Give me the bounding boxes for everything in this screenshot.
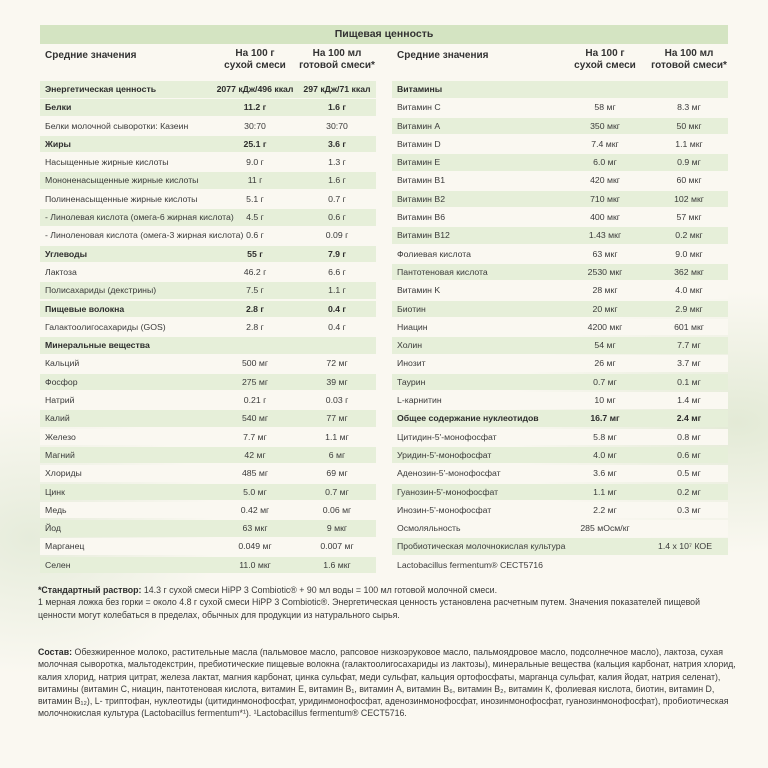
- nutrient-name: Инозит: [397, 358, 426, 369]
- value-per-100ml: 50 мкг: [676, 120, 702, 131]
- right-table: [392, 44, 728, 575]
- table-row: [392, 172, 728, 189]
- value-per-100g: 2.8 г: [246, 321, 264, 332]
- table-row: [392, 118, 728, 135]
- value-per-100g: 3.6 мг: [593, 468, 617, 479]
- nutrient-name: - Линолевая кислота (омега-6 жирная кислота): [45, 212, 234, 223]
- header-per-100ml-line2: готовой смеси*: [299, 60, 375, 71]
- table-row: [392, 392, 728, 409]
- composition: [38, 646, 738, 720]
- composition-text: Обезжиренное молоко, растительные масла (пальмовое масло, рапсовое низкоэруковое масло, пальмоядровое масло, подсолнечное масло), лактоза, сухая молочная сыворотка, мальтодекстрин, пребиотические пищевые волокна (галактоолигосахариды из лактозы), минеральные вещества (кальция карбонат, натрия хлорид, калия хлорид, натрия цитрат, железа лактат, магния карбонат, цинка сульфат, меди сульфат, кальция ортофосфаты, марганца сульфат, калия йодат, натрия селенат), витамины (витамин С, ниацин, пантотеновая кислота, витамин Е, витамин B₁, витамин А, витамин B₆, витамин B₂, витамин К, фолиевая кислота, биотин, витамин D, витамин B₁₂), L- триптофан, нуклеотиды (цитидинмонофосфат, уридинмонофосфат, аденозинмонофосфат, инозинмонофосфат, гуанозинмонофосфат), пробиотическая молочнокислая культура (Lactobacillus fermentum*¹). ¹Lactobacillus fermentum® CECT5716.: [38, 647, 736, 719]
- value-per-100ml: 0.7 г: [328, 193, 346, 204]
- value-per-100ml: 1.3 г: [328, 157, 346, 168]
- header-per-100ml: [292, 48, 382, 72]
- nutrient-name: Витамин E: [397, 157, 441, 168]
- value-per-100g: 20 мкг: [592, 303, 618, 314]
- value-per-100g: 6.0 мг: [593, 157, 617, 168]
- table-row: [392, 282, 728, 299]
- nutrient-name: Витамин D: [397, 138, 441, 149]
- value-per-100g: 5.1 г: [246, 193, 264, 204]
- value-per-100g: 4.0 мг: [593, 449, 617, 460]
- table-row: [392, 227, 728, 244]
- header-per-100ml-line1: На 100 мл: [312, 48, 362, 59]
- table-row: [40, 337, 376, 354]
- table-row: [392, 191, 728, 208]
- table-row: [392, 502, 728, 519]
- value-per-100ml: 6 мг: [328, 449, 346, 460]
- value-per-100g: 2.2 мг: [593, 504, 617, 515]
- nutrient-name: Полисахариды (декстрины): [45, 285, 157, 296]
- value-per-100ml: 601 мкг: [674, 321, 704, 332]
- nutrient-name: Лактоза: [45, 266, 77, 277]
- table-row: [392, 465, 728, 482]
- value-per-100g: 0.6 г: [246, 230, 264, 241]
- value-per-100ml: 8.3 мг: [677, 102, 701, 113]
- table-row: [40, 118, 376, 135]
- nutrient-name: Цитидин-5'-монофосфат: [397, 431, 497, 442]
- value-per-100ml: 1.6 г: [327, 102, 347, 113]
- nutrient-name: Инозин-5'-монофосфат: [397, 504, 492, 515]
- table-row: [392, 319, 728, 336]
- value-per-100ml: 7.7 мг: [677, 340, 701, 351]
- value-per-100ml: 1.6 г: [328, 175, 346, 186]
- nutrient-name: Полиненасыщенные жирные кислоты: [45, 193, 198, 204]
- header-average-values-right: Средние значения: [397, 50, 489, 61]
- header-per-100ml-right: [644, 48, 734, 72]
- nutrient-name: Мононенасыщенные жирные кислоты: [45, 175, 199, 186]
- header-per-100g-line1: На 100 г: [235, 48, 275, 59]
- nutrient-name: Цинк: [45, 486, 65, 497]
- value-per-100ml: 1.1 г: [328, 285, 346, 296]
- value-per-100g: 2077 кДж/496 ккал: [216, 84, 294, 94]
- strain-label: Lactobacillus fermentum® CECT5716: [397, 559, 543, 570]
- value-per-100g: 0.42 мг: [240, 504, 270, 515]
- value-per-100g: 7.4 мкг: [591, 138, 619, 149]
- value-per-100ml: 0.6 мг: [677, 449, 701, 460]
- nutrient-name: Витамин K: [397, 285, 441, 296]
- nutrient-name: Кальций: [45, 358, 80, 369]
- value-per-100g: 11.0 мкг: [239, 559, 271, 570]
- nutrient-name: Витамин B2: [397, 193, 446, 204]
- header-per-100g-right: [560, 48, 650, 72]
- table-row: [392, 264, 728, 281]
- footnotes: [38, 584, 738, 621]
- value-per-100g: 30:70: [244, 120, 266, 131]
- value-per-100g: 275 мг: [241, 376, 269, 387]
- nutrient-name: Натрий: [45, 395, 75, 406]
- table-row: [40, 264, 376, 281]
- nutrient-name: Фосфор: [45, 376, 78, 387]
- value-per-100ml: 7.9 г: [327, 248, 347, 259]
- nutrient-name: Калий: [45, 413, 70, 424]
- table-row: [40, 374, 376, 391]
- value-per-100g: 10 мг: [594, 395, 616, 406]
- value-per-100g: 25.1 г: [243, 138, 267, 149]
- value-per-100g: 42 мг: [244, 449, 266, 460]
- table-row: [392, 209, 728, 226]
- footnote-text: 14.3 г сухой смеси HiPP 3 Combiotic® + 90 мл воды = 100 мл готовой молочной смеси.: [141, 585, 498, 595]
- value-per-100ml: 9.0 мкг: [675, 248, 703, 259]
- composition-label: Состав:: [38, 647, 73, 657]
- value-per-100g: 58 мг: [594, 102, 616, 113]
- value-per-100ml: 362 мкг: [674, 266, 704, 277]
- nutrient-name: Селен: [45, 559, 71, 570]
- value-per-100ml: 39 мг: [326, 376, 348, 387]
- value-per-100g: 46.2 г: [243, 266, 267, 277]
- left-table: [40, 44, 376, 575]
- table-row: [40, 538, 376, 555]
- value-per-100ml: 0.7 мг: [325, 486, 349, 497]
- table-row: [392, 355, 728, 372]
- value-per-100ml: 0.2 мкг: [675, 230, 703, 241]
- value-per-100ml: 3.7 мг: [677, 358, 701, 369]
- right-table-header: [392, 44, 728, 81]
- nutrient-name: Витамин B12: [397, 230, 450, 241]
- value-per-100ml: 0.09 г: [325, 230, 349, 241]
- value-per-100g: 0.049 мг: [238, 541, 272, 552]
- nutrient-name: Углеводы: [45, 248, 88, 259]
- value-per-100ml: 0.9 мг: [677, 157, 701, 168]
- footnote-label: *Стандартный раствор:: [38, 585, 142, 595]
- nutrient-name: Витамин B1: [397, 175, 446, 186]
- value-per-100g: 500 мг: [241, 358, 269, 369]
- table-row: [40, 209, 376, 226]
- table-row: [40, 136, 376, 153]
- table-row: [392, 301, 728, 318]
- table-row: [40, 484, 376, 501]
- table-row: [40, 447, 376, 464]
- value-per-100ml: 60 мкг: [676, 175, 702, 186]
- nutrient-name: Ниацин: [397, 321, 428, 332]
- value-per-100ml: 0.007 мг: [320, 541, 354, 552]
- value-per-100ml: 0.03 г: [325, 395, 349, 406]
- left-rows: [40, 81, 376, 573]
- value-per-100ml: 0.6 г: [328, 212, 346, 223]
- value-per-100ml: 0.5 мг: [677, 468, 701, 479]
- table-row: [40, 429, 376, 446]
- value-per-100ml: 297 кДж/71 ккал: [303, 84, 371, 94]
- value-per-100g: 710 мкг: [590, 193, 620, 204]
- value-per-100g: 5.8 мг: [593, 431, 617, 442]
- table-row: [392, 81, 728, 98]
- table-row: [392, 447, 728, 464]
- value-per-100g: 16.7 мг: [590, 413, 620, 424]
- value-per-100ml: 0.3 мг: [677, 504, 701, 515]
- value-per-100g: 1.1 мг: [593, 486, 617, 497]
- value-per-100ml: 4.0 мкг: [675, 285, 703, 296]
- value-per-100g: 350 мкг: [590, 120, 620, 131]
- table-row: [392, 429, 728, 446]
- table-row: [392, 246, 728, 263]
- value-per-100g: 26 мг: [594, 358, 616, 369]
- nutrient-name: Белки: [45, 102, 72, 113]
- nutrient-name: Витамин C: [397, 102, 441, 113]
- table-row: [40, 301, 376, 318]
- table-row: [392, 410, 728, 427]
- value-per-100ml: 0.2 мг: [677, 486, 701, 497]
- table-row: [40, 81, 376, 98]
- header-per-100g-right-line1: На 100 г: [585, 48, 625, 59]
- nutrient-name: Железо: [45, 431, 76, 442]
- right-rows: [392, 81, 728, 518]
- table-row: [40, 154, 376, 171]
- value-per-100ml: 0.1 мг: [677, 376, 701, 387]
- value-per-100ml: 1.1 мг: [325, 431, 349, 442]
- strain-row: [392, 557, 728, 574]
- nutrient-name: Аденозин-5'-монофосфат: [397, 468, 501, 479]
- value-per-100g: 485 мг: [241, 468, 269, 479]
- nutrient-name: Витамины: [397, 84, 443, 94]
- header-average-values: Средние значения: [45, 50, 137, 61]
- table-row: [40, 227, 376, 244]
- probiotic-value: 1.4 x 10⁷ КОЕ: [658, 541, 712, 552]
- nutrient-name: Галактоолигосахариды (GOS): [45, 321, 166, 332]
- table-row: [40, 520, 376, 537]
- value-per-100g: 55 г: [247, 248, 263, 259]
- header-per-100ml-right-line1: На 100 мл: [664, 48, 714, 59]
- value-per-100ml: 1.4 мг: [677, 395, 701, 406]
- footnote-scoop: 1 мерная ложка без горки = около 4.8 г сухой смеси HiPP 3 Combiotic®. Энергетическая ценность установлена расчетным путем. Значения показателей пищевой ценности могут колебаться в пределах, обычных для продукции из натурального сырья.: [38, 597, 700, 620]
- table-row: [40, 282, 376, 299]
- nutrient-name: Фолиевая кислота: [397, 248, 471, 259]
- value-per-100ml: 0.06 мг: [322, 504, 352, 515]
- value-per-100g: 54 мг: [594, 340, 616, 351]
- value-per-100g: 7.7 мг: [243, 431, 267, 442]
- value-per-100ml: 102 мкг: [674, 193, 704, 204]
- value-per-100ml: 9 мкг: [326, 523, 348, 534]
- value-per-100g: 63 мкг: [242, 523, 268, 534]
- value-per-100g: 4.5 г: [246, 212, 264, 223]
- table-row: [40, 392, 376, 409]
- nutrient-name: Пищевые волокна: [45, 303, 125, 314]
- nutrient-name: Витамин A: [397, 120, 441, 131]
- value-per-100g: 63 мкг: [592, 248, 618, 259]
- value-per-100ml: 0.4 г: [327, 303, 347, 314]
- header-per-100g: [210, 48, 300, 72]
- value-per-100ml: 77 мг: [326, 413, 348, 424]
- value-per-100g: 11.2 г: [243, 102, 267, 113]
- nutrient-name: - Линоленовая кислота (омега-3 жирная кислота): [45, 230, 244, 241]
- value-per-100g: 2530 мкг: [587, 266, 623, 277]
- table-row: [392, 374, 728, 391]
- value-per-100ml: 1.1 мкг: [675, 138, 703, 149]
- value-per-100g: 9.0 г: [246, 157, 264, 168]
- probiotic-row: [392, 538, 728, 555]
- value-per-100ml: 3.6 г: [327, 138, 347, 149]
- value-per-100g: 540 мг: [241, 413, 269, 424]
- value-per-100ml: 57 мкг: [676, 212, 702, 223]
- nutrient-name: Насыщенные жирные кислоты: [45, 157, 169, 168]
- table-row: [40, 99, 376, 116]
- value-per-100g: 420 мкг: [590, 175, 620, 186]
- table-row: [40, 502, 376, 519]
- value-per-100ml: 2.4 мг: [676, 413, 702, 424]
- value-per-100ml: 6.6 г: [328, 266, 346, 277]
- table-row: [40, 246, 376, 263]
- value-per-100ml: 0.4 г: [328, 321, 346, 332]
- nutrient-name: Витамин B6: [397, 212, 446, 223]
- value-per-100g: 7.5 г: [246, 285, 264, 296]
- table-title: Пищевая ценность: [40, 25, 728, 44]
- nutrient-name: Пантотеновая кислота: [397, 266, 488, 277]
- value-per-100ml: 2.9 мкг: [675, 303, 703, 314]
- nutrient-name: Марганец: [45, 541, 85, 552]
- value-per-100g: 0.21 г: [243, 395, 267, 406]
- nutrient-name: Хлориды: [45, 468, 82, 479]
- table-row: [40, 410, 376, 427]
- nutrient-name: Уридин-5'-монофосфат: [397, 449, 492, 460]
- value-per-100g: 2.8 г: [245, 303, 265, 314]
- nutrient-name: L-карнитин: [397, 395, 442, 406]
- table-row: [40, 191, 376, 208]
- table-row: [392, 484, 728, 501]
- value-per-100g: 400 мкг: [590, 212, 620, 223]
- value-per-100ml: 72 мг: [326, 358, 348, 369]
- table-row: [392, 136, 728, 153]
- value-per-100g: 5.0 мг: [243, 486, 267, 497]
- osmolality-row: [392, 520, 728, 537]
- table-row: [40, 172, 376, 189]
- nutrient-name: Гуанозин-5'-монофосфат: [397, 486, 499, 497]
- nutrient-name: Жиры: [45, 138, 71, 149]
- table-row: [40, 557, 376, 574]
- footnote-standard-solution: [38, 584, 738, 596]
- table-row: [40, 319, 376, 336]
- nutrient-name: Таурин: [397, 376, 426, 387]
- table-row: [392, 99, 728, 116]
- nutrient-name: Минеральные вещества: [45, 340, 150, 351]
- nutrient-name: Общее содержание нуклеотидов: [397, 413, 539, 424]
- value-per-100g: 11 г: [247, 175, 263, 186]
- table-row: [392, 337, 728, 354]
- value-per-100ml: 30:70: [326, 120, 348, 131]
- probiotic-label: Пробиотическая молочнокислая культура: [397, 541, 566, 552]
- left-table-header: [40, 44, 376, 81]
- value-per-100g: 1.43 мкг: [588, 230, 622, 241]
- nutrient-name: Белки молочной сыворотки: Казеин: [45, 120, 189, 131]
- nutrient-name: Энергетическая ценность: [45, 84, 157, 94]
- nutrient-name: Медь: [45, 504, 67, 515]
- value-per-100ml: 0.8 мг: [677, 431, 701, 442]
- osmolality-label: Осмоляльность: [397, 523, 461, 534]
- osmolality-value: 285 мОсм/кг: [580, 523, 630, 534]
- nutrient-name: Биотин: [397, 303, 426, 314]
- nutrient-name: Магний: [45, 449, 75, 460]
- nutrient-name: Холин: [397, 340, 423, 351]
- value-per-100ml: 69 мг: [326, 468, 348, 479]
- header-per-100g-right-line2: сухой смеси: [574, 60, 636, 71]
- table-row: [392, 154, 728, 171]
- header-per-100ml-right-line2: готовой смеси*: [651, 60, 727, 71]
- value-per-100g: 28 мкг: [592, 285, 618, 296]
- nutrient-name: Йод: [45, 523, 61, 534]
- table-row: [40, 355, 376, 372]
- value-per-100g: 0.7 мг: [593, 376, 617, 387]
- value-per-100g: 4200 мкг: [587, 321, 623, 332]
- table-row: [40, 465, 376, 482]
- header-per-100g-line2: сухой смеси: [224, 60, 286, 71]
- value-per-100ml: 1.6 мкг: [323, 559, 351, 570]
